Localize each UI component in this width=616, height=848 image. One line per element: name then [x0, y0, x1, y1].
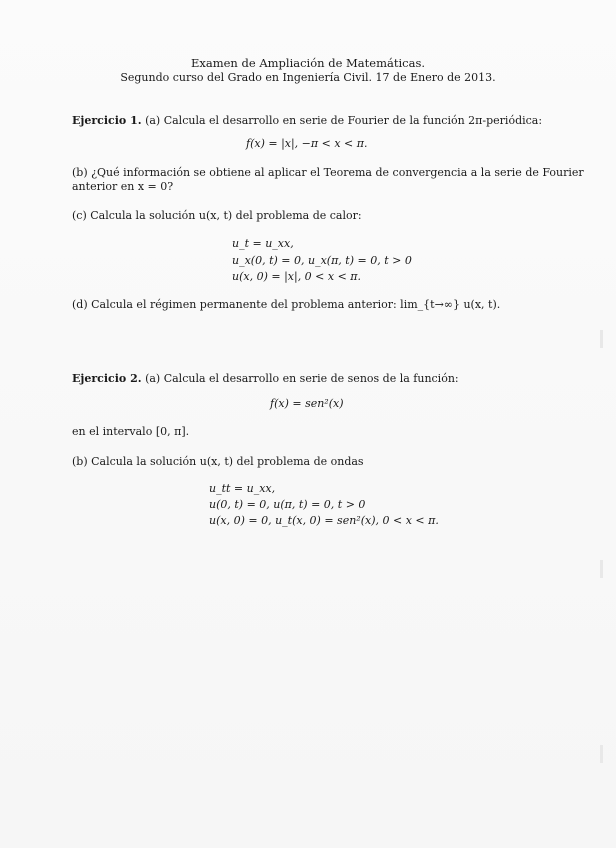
ej2-b-eq1: u_tt = u_xx,	[209, 482, 276, 495]
scan-mark	[600, 745, 603, 763]
ej2-b-eq3: u(x, 0) = 0, u_t(x, 0) = sen²(x), 0 < x < π.	[209, 514, 439, 527]
ej2-a-text: (a) Calcula el desarrollo en serie de senos de la función:	[145, 372, 459, 385]
ej2-b-eq2: u(0, t) = 0, u(π, t) = 0, t > 0	[209, 498, 366, 511]
ej1-heading: Ejercicio 1.	[72, 114, 142, 127]
ej1-b-line1: (b) ¿Qué información se obtiene al aplicar el Teorema de convergencia a la serie de Fourier	[72, 166, 584, 179]
ej1-c-eq2: u_x(0, t) = 0, u_x(π, t) = 0, t > 0	[232, 254, 412, 267]
ej1-a-text: (a) Calcula el desarrollo en serie de Fourier de la función 2π-periódica:	[145, 114, 543, 127]
ej1-d-text: (d) Calcula el régimen permanente del problema anterior: lim_{t→∞} u(x, t).	[72, 298, 501, 311]
ej2-a-formula: f(x) = sen²(x)	[270, 397, 344, 410]
ej1-c-text: (c) Calcula la solución u(x, t) del problema de calor:	[72, 209, 362, 222]
scan-mark	[600, 560, 603, 578]
ej2-heading: Ejercicio 2.	[72, 372, 142, 385]
ej1-a-formula: f(x) = |x|, −π < x < π.	[246, 137, 368, 150]
exam-title: Examen de Ampliación de Matemáticas.	[190, 56, 425, 70]
scan-mark	[600, 330, 603, 348]
ej1-b-line2: anterior en x = 0?	[72, 180, 174, 193]
exam-subtitle: Segundo curso del Grado en Ingeniería Civil. 17 de Enero de 2013.	[120, 71, 496, 84]
ej2-a-interval: en el intervalo [0, π].	[72, 425, 190, 438]
ej2-b-text: (b) Calcula la solución u(x, t) del problema de ondas	[72, 455, 364, 468]
ej1-c-eq1: u_t = u_xx,	[232, 237, 294, 250]
ej1-a-line	[72, 114, 542, 128]
ej1-c-eq3: u(x, 0) = |x|, 0 < x < π.	[232, 270, 362, 283]
ej2-a-line	[72, 372, 459, 386]
